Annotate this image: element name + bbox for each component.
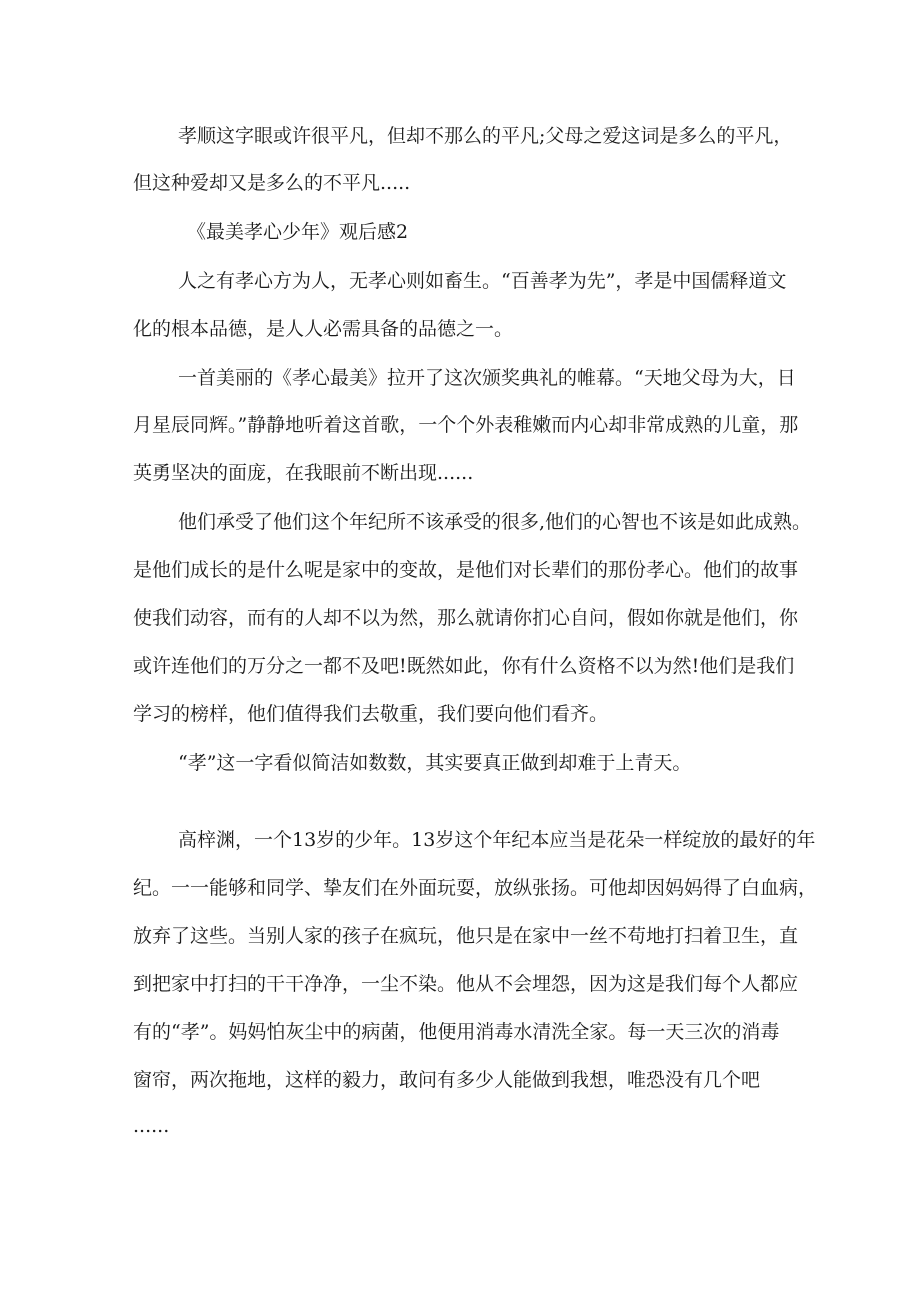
para6-line5: 有的“孝”。妈妈怕灰尘中的病菌，他便用消毒水清洗全家。每一天三次的消毒 <box>133 1021 780 1043</box>
para6-line1: 高梓渊，一个13岁的少年。13岁这个年纪本应当是花朵一样绽放的最好的年 <box>178 829 816 851</box>
para1-line1: 孝顺这字眼或许很平凡，但却不那么的平凡;父母之爱这词是多么的平凡， <box>178 125 793 147</box>
para2-line2: 化的根本品德，是人人必需具备的品德之一。 <box>133 318 514 340</box>
para6-line6: 窗帘，两次拖地，这样的毅力，敢问有多少人能做到我想，唯恐没有几个吧 <box>133 1069 761 1091</box>
para4-line4: 或许连他们的万分之一都不及吧!既然如此，你有什么资格不以为然!他们是我们 <box>133 655 795 677</box>
para6-line3: 放弃了这些。当别人家的孩子在疯玩，他只是在家中一丝不苟地打扫着卫生，直 <box>133 925 799 947</box>
para4-line5: 学习的榜样，他们值得我们去敬重，我们要向他们看齐。 <box>133 703 609 725</box>
para6-line2: 纪。一一能够和同学、挚友们在外面玩耍，放纵张扬。可他却因妈妈得了白血病， <box>133 877 818 899</box>
para4-line3: 使我们动容，而有的人却不以为然，那么就请你扪心自问，假如你就是他们，你 <box>133 607 799 629</box>
para3-line2: 月星辰同辉。”静静地听着这首歌，一个个外表稚嫩而内心却非常成熟的儿童，那 <box>133 414 799 436</box>
para5-line1: “孝”这一字看似简洁如数数，其实要真正做到却难于上青天。 <box>178 752 692 774</box>
para2-line1: 人之有孝心方为人，无孝心则如畜生。“百善孝为先”，孝是中国儒释道文 <box>178 270 787 292</box>
para6-line4: 到把家中打扫的干干净净，一尘不染。他从不会埋怨，因为这是我们每个人都应 <box>133 973 799 995</box>
para3-line1: 一首美丽的《孝心最美》拉开了这次颁奖典礼的帷幕。“天地父母为大，日 <box>178 367 796 389</box>
para6-line7: ...... <box>133 1115 170 1137</box>
para1-line2: 但这种爱却又是多么的不平凡..... <box>133 172 411 194</box>
para3-line3: 英勇坚决的面庞，在我眼前不断出现...... <box>133 462 474 484</box>
para4-line2: 是他们成长的是什么呢是家中的变故，是他们对长辈们的那份孝心。他们的故事 <box>133 559 799 581</box>
para4-line1: 他们承受了他们这个年纪所不该承受的很多,他们的心智也不该是如此成熟。 <box>178 511 812 533</box>
section-heading: 《最美孝心少年》观后感2 <box>187 221 409 243</box>
